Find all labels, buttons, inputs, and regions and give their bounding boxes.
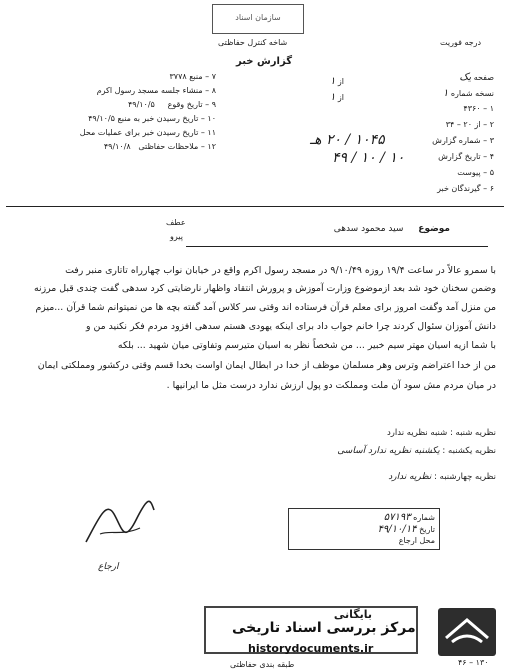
subject-label: موضوع xyxy=(418,224,450,234)
opinion-row: نظریه شنبه : شنبه نظریه ندارد xyxy=(387,428,496,438)
stamp-value: ۴۹/۱۰/۱۴ xyxy=(377,524,417,535)
field-copy xyxy=(344,88,494,104)
reference-label: عطف xyxy=(166,218,186,227)
opinion-value: نظریه ندارد xyxy=(388,472,432,482)
field-label: ۷ – منبع xyxy=(189,72,216,81)
field-label: ۱ – ۴۳۶۰ xyxy=(463,104,494,113)
opinion-row: نظریه چهارشنبه : نظریه ندارد xyxy=(388,472,496,482)
body-line: در میان مردم مش سود آن ملت ومملکت دو پول ارزش ندارد درست مثل ما ایرانیها . xyxy=(166,380,496,391)
field-label: نسخه شماره xyxy=(450,89,494,98)
watermark-logo-icon xyxy=(438,608,496,656)
mid-field-value: ۱ xyxy=(330,92,336,103)
opinion-value: یکشنبه نظریه ندارد آساسی xyxy=(337,446,440,456)
stamp-label: شماره xyxy=(413,513,435,522)
field-notes xyxy=(6,142,216,156)
footer-org: طبقه بندی حفاظتی xyxy=(230,660,295,669)
registration-stamp xyxy=(288,508,440,550)
body-line: وضمن سخنان خود شد بعد ازموضوع وزارت آموزش و پرورش انتقاد واظهار نارضایتی کرد سدهی گفت چندی قبل مرزنه xyxy=(33,283,496,294)
form-number: ۴۶ – ۱۳۰ xyxy=(458,658,489,667)
field-page xyxy=(344,72,494,88)
stamp-row xyxy=(384,512,435,523)
subject-line xyxy=(334,224,450,234)
field-label: ۳ – شماره گزارش xyxy=(432,136,494,145)
stamp-row xyxy=(378,524,435,535)
mid-field-2 xyxy=(330,92,344,103)
field-origin xyxy=(6,86,216,100)
top-stamp-box xyxy=(212,4,304,34)
mid-field-value: ۱ xyxy=(330,76,336,87)
opinion-label: نظریه شنبه xyxy=(455,428,496,438)
field-source xyxy=(6,72,216,86)
header-org-line: شاخه کنترل حفاظتی xyxy=(218,38,288,47)
field-label: صفحه xyxy=(473,73,494,82)
body-line: با شما ازیه اسیان مهتر سیم خبیر ... من شخصاً نظر به اسیان متیرسم وتفاوتی میان شهید ... بلکه xyxy=(117,340,496,351)
signature-scribble xyxy=(80,490,160,560)
subject-underline xyxy=(186,246,488,247)
body-line: من منزل آمد وگفت امروز برای معلم قرآن فرستاده اند وقتی سر کلاس آمد گفته بچه ها من نمیتوانم شما قرآن ...میزم xyxy=(35,302,496,313)
field-ops-date xyxy=(6,128,216,142)
field-1 xyxy=(344,104,494,120)
opinion-value: شنبه نظریه ندارد xyxy=(387,428,448,438)
field-label: ۴ – تاریخ گزارش xyxy=(438,152,494,161)
urgency-label: درجه فوریت xyxy=(440,38,482,47)
field-value: ۴۹/۱۰/۸ xyxy=(103,142,131,151)
opinion-label: نظریه یکشنبه xyxy=(448,446,496,456)
field-label: ۱۲ – ملاحظات حفاظتی xyxy=(138,142,216,151)
watermark-url: historydocuments.ir xyxy=(248,642,374,655)
field-value: یک xyxy=(459,72,472,83)
field-value: ۴۹/۱۰/۵ xyxy=(127,100,155,109)
archive-label: بایگانی xyxy=(333,608,372,621)
body-line: دانش آموزان سئوال کردند چرا خانم جواب داد برای اینکه یهودی هستم سدهی افزود مردم فکر نکنید من و xyxy=(85,321,496,332)
field-label: ۲ – از ۲۰ – ۳۴ xyxy=(445,120,494,129)
field-recipients xyxy=(344,184,494,200)
left-fields xyxy=(6,72,216,156)
mid-field-1 xyxy=(330,76,344,87)
stamp-row: محل ارجاع xyxy=(398,536,435,545)
field-label: ۵ – پیوست xyxy=(457,168,494,177)
field-value: ۴۹/۱۰/۵ xyxy=(88,114,115,123)
field-label: ۱۰ – تاریخ رسیدن خبر به منبع xyxy=(117,114,216,123)
body-line: من از خدا اعتراضم وترس وهر مسلمان موظف از خدا در ابطال ایمان اواست بخدا قسم وقتی درکشور ومملکتی ایمان xyxy=(37,360,496,371)
field-event-date xyxy=(6,100,216,114)
field-label: ۶ – گیرندگان خبر xyxy=(437,184,494,193)
document-title: گزارش خبر xyxy=(236,56,293,67)
mid-field-label: از xyxy=(337,77,345,86)
field-received-date xyxy=(6,114,216,128)
field-label: ۸ – منشاء xyxy=(182,86,216,95)
stamp-value: ۵۷۱۹۳ xyxy=(383,512,411,523)
signature-note: ارجاع xyxy=(98,562,119,572)
stamp-label: تاریخ xyxy=(419,525,435,534)
opinion-row: نظریه یکشنبه : یکشنبه نظریه ندارد آساسی xyxy=(337,446,496,456)
follow-label: پیرو xyxy=(170,232,183,241)
subject-value: سید محمود سدهی xyxy=(333,224,404,234)
top-stamp-text: سازمان اسناد xyxy=(235,13,281,22)
watermark-persian: مرکز بررسی اسناد تاریخی xyxy=(232,620,416,636)
opinion-label: نظریه چهارشنبه xyxy=(439,472,496,482)
field-label: ۱۱ – تاریخ رسیدن خبر برای عملیات محل xyxy=(79,128,216,137)
report-number-value: ۱۰۴۵ / ۲۰ هـ xyxy=(310,132,385,148)
field-attachment xyxy=(344,168,494,184)
field-label: ۹ – تاریخ وقوع xyxy=(167,100,216,109)
report-date-value: ۱۰ / ۱۰ / ۴۹ xyxy=(332,150,405,166)
body-line: با سمرو عالاً در ساعت ۱۹/۴ روزه ۹/۱۰/۴۹ در مسجد رسول اکرم واقع در خیابان نواب چهارراه تاتاری منبر رفت xyxy=(65,265,496,276)
field-value: ۱ xyxy=(442,88,449,99)
header-divider xyxy=(6,206,504,207)
field-value: جلسه مسجد رسول اکرم xyxy=(96,86,181,95)
field-value: ۳۷۷۸ xyxy=(169,72,187,81)
mid-field-label: از xyxy=(337,93,345,102)
